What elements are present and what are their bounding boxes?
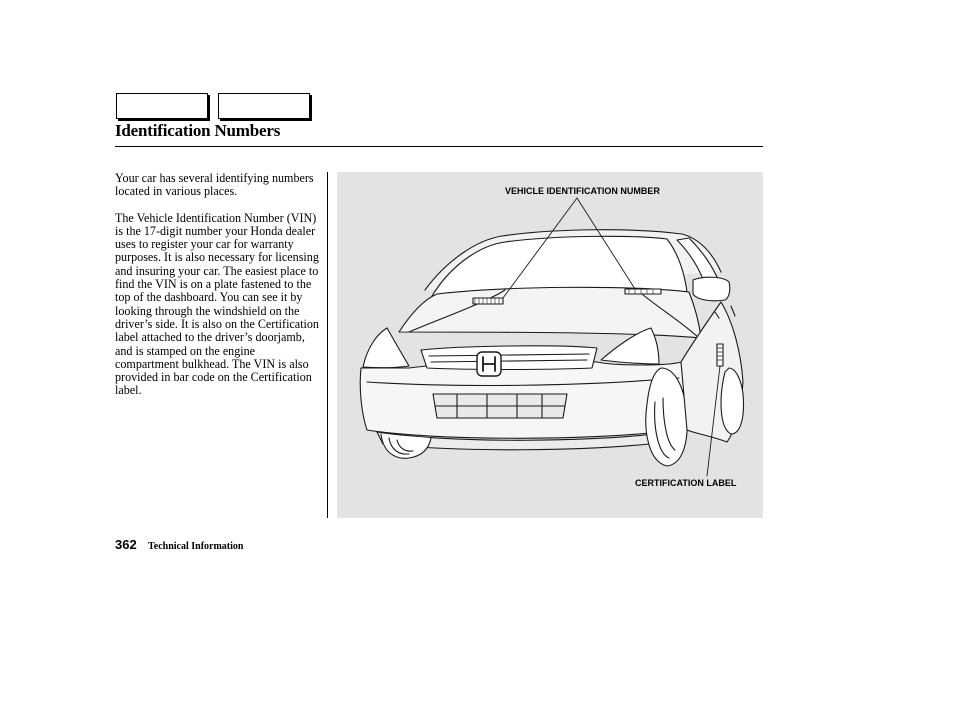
certification-label-plate <box>717 344 723 366</box>
page-number: 362 <box>115 537 137 552</box>
car-headlight-left <box>363 328 409 368</box>
car-hood <box>399 287 701 338</box>
page-title: Identification Numbers <box>115 121 281 140</box>
body-text <box>115 172 319 411</box>
paragraph-vin: The Vehicle Identification Number (VIN) is the 17-digit number your Honda dealer uses to register your car for warranty purposes. It is also necessary for licensing and insuring your car. The easiest place to find the VIN is on a plate fastened to the top of the dashboard. You can see it by looking through the windshield on the driver’s side. It is also on the Certification label attached to the driver’s doorjamb, and is stamped on the engine compartment bulkhead. The VIN is also provided in bar code on the Certification label. <box>115 210 319 398</box>
title-rule <box>115 146 763 147</box>
car-illustration <box>337 172 763 518</box>
callout-vin: VEHICLE IDENTIFICATION NUMBER <box>505 186 660 196</box>
car-side-mirror <box>693 277 730 301</box>
nav-button-next[interactable] <box>218 93 310 119</box>
vin-plate-left <box>473 298 503 304</box>
nav-button-previous[interactable] <box>116 93 208 119</box>
column-divider <box>327 172 328 518</box>
paragraph-intro: Your car has several identifying numbers located in various places. <box>115 171 314 199</box>
vin-plate-right <box>625 289 661 294</box>
footer-section-name: Technical Information <box>148 541 244 552</box>
car-grille <box>421 346 597 370</box>
callout-certification-label: CERTIFICATION LABEL <box>635 478 737 488</box>
